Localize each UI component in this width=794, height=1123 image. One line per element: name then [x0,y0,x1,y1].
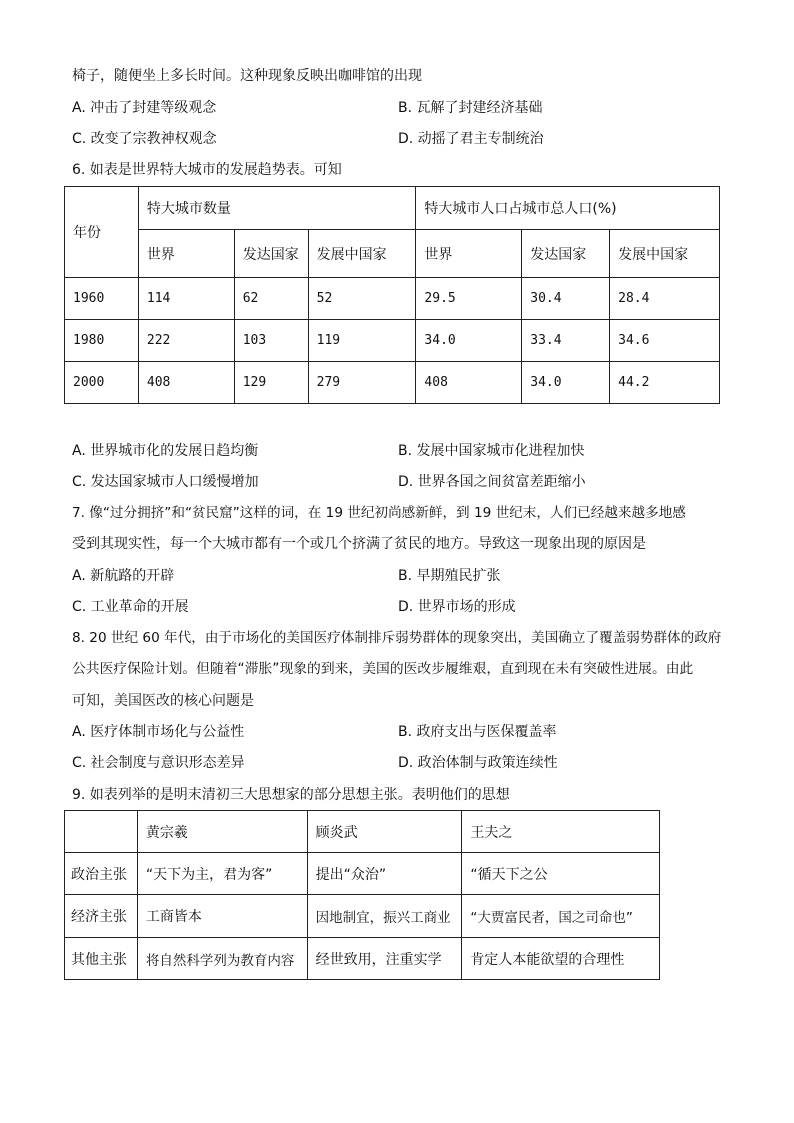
q8-option-b[interactable]: B. 政府支出与医保覆盖率 [398,724,557,740]
q7-stem-line1: 7. 像“过分拥挤”和“贫民窟”这样的词，在 19 世纪初尚感新鲜，到 19 世纪末，人们已经越来越多地感 [72,505,686,521]
sub-header: 发达国家 [234,230,308,278]
sub-header: 世界 [138,230,234,278]
row-label: 经济主张 [65,895,138,938]
q7-option-c[interactable]: C. 工业革命的开展 [72,599,189,615]
group-header-count: 特大城市数量 [138,187,416,230]
table-cell: 34.0 [416,320,522,362]
table-cell: “天下为主，君为客” [137,853,307,895]
q8-stem-line1: 8. 20 世纪 60 年代，由于市场化的美国医疗体制排斥弱势群体的现象突出，美国确立了覆盖弱势群体的政府 [72,630,722,646]
q6-option-b[interactable]: B. 发展中国家城市化进程加快 [398,443,585,459]
q6-stem: 6. 如表是世界特大城市的发展趋势表。可知 [72,162,342,178]
q8-stem-line3: 可知，美国医改的核心问题是 [72,693,254,709]
q7-option-d[interactable]: D. 世界市场的形成 [398,599,516,615]
sub-header: 发达国家 [522,230,610,278]
q6-option-a[interactable]: A. 世界城市化的发展日趋均衡 [72,443,259,459]
q9-stem: 9. 如表列举的是明末清初三大思想家的部分思想主张。表明他们的思想 [72,787,510,803]
city-trend-table [64,186,720,404]
q8-stem-line2: 公共医疗保险计划。但随着“滞胀”现象的到来，美国的医改步履维艰，直到现在未有突破性进展。由此 [72,661,694,677]
q8-option-d[interactable]: D. 政治体制与政策连续性 [398,755,558,771]
q7-option-a[interactable]: A. 新航路的开辟 [72,568,175,584]
table-row [65,895,660,938]
table-cell: 将自然科学列为教育内容 [137,938,307,980]
table-cell: 33.4 [522,320,610,362]
table-cell: “大贾富民者，国之司命也” [462,895,660,938]
q5-option-a[interactable]: A. 冲击了封建等级观念 [72,100,217,116]
table-cell: 30.4 [522,278,610,320]
q7-stem-line2: 受到其现实性，每一个大城市都有一个或几个挤满了贫民的地方。导致这一现象出现的原因是 [72,536,646,552]
table-cell: 工商皆本 [137,895,307,938]
year-header: 年份 [65,187,139,278]
table-cell: 34.6 [610,320,720,362]
table-cell: 29.5 [416,278,522,320]
table-cell: 因地制宜，振兴工商业 [307,895,462,938]
table-row [65,362,720,404]
table-cell: 44.2 [610,362,720,404]
header-cell: 王夫之 [462,811,660,853]
table-cell: 提出“众治” [307,853,462,895]
table-cell: 279 [308,362,416,404]
table-cell: 62 [234,278,308,320]
q5-option-c[interactable]: C. 改变了宗教神权观念 [72,131,217,147]
table-cell: 34.0 [522,362,610,404]
table-cell: 114 [138,278,234,320]
table-cell: “循天下之公 [462,853,660,895]
row-label: 政治主张 [65,853,138,895]
table-cell: 2000 [65,362,139,404]
table-cell: 经世致用，注重实学 [307,938,462,980]
q6-option-d[interactable]: D. 世界各国之间贫富差距缩小 [398,474,586,490]
table-cell: 222 [138,320,234,362]
table-cell: 103 [234,320,308,362]
group-header-percent: 特大城市人口占城市总人口(%) [416,187,720,230]
q8-option-c[interactable]: C. 社会制度与意识形态差异 [72,755,245,771]
q5-option-b[interactable]: B. 瓦解了封建经济基础 [398,100,543,116]
table-row [65,320,720,362]
q7-option-b[interactable]: B. 早期殖民扩张 [398,568,501,584]
header-cell [65,811,138,853]
q8-option-a[interactable]: A. 医疗体制市场化与公益性 [72,724,245,740]
table-cell: 28.4 [610,278,720,320]
table-cell: 肯定人本能欲望的合理性 [462,938,660,980]
thinkers-table [64,810,660,980]
row-label: 其他主张 [65,938,138,980]
table-row [65,278,720,320]
table-cell: 408 [416,362,522,404]
header-cell: 顾炎武 [307,811,462,853]
sub-header: 世界 [416,230,522,278]
sub-header: 发展中国家 [610,230,720,278]
table-cell: 129 [234,362,308,404]
table-cell: 52 [308,278,416,320]
q6-option-c[interactable]: C. 发达国家城市人口缓慢增加 [72,474,259,490]
table-cell: 1960 [65,278,139,320]
sub-header: 发展中国家 [308,230,416,278]
table-row [65,938,660,980]
q5-stem: 椅子，随便坐上多长时间。这种现象反映出咖啡馆的出现 [72,68,422,84]
table-cell: 1980 [65,320,139,362]
q5-option-d[interactable]: D. 动摇了君主专制统治 [398,131,544,147]
table-cell: 408 [138,362,234,404]
table-row [65,853,660,895]
header-cell: 黄宗羲 [137,811,307,853]
table-cell: 119 [308,320,416,362]
